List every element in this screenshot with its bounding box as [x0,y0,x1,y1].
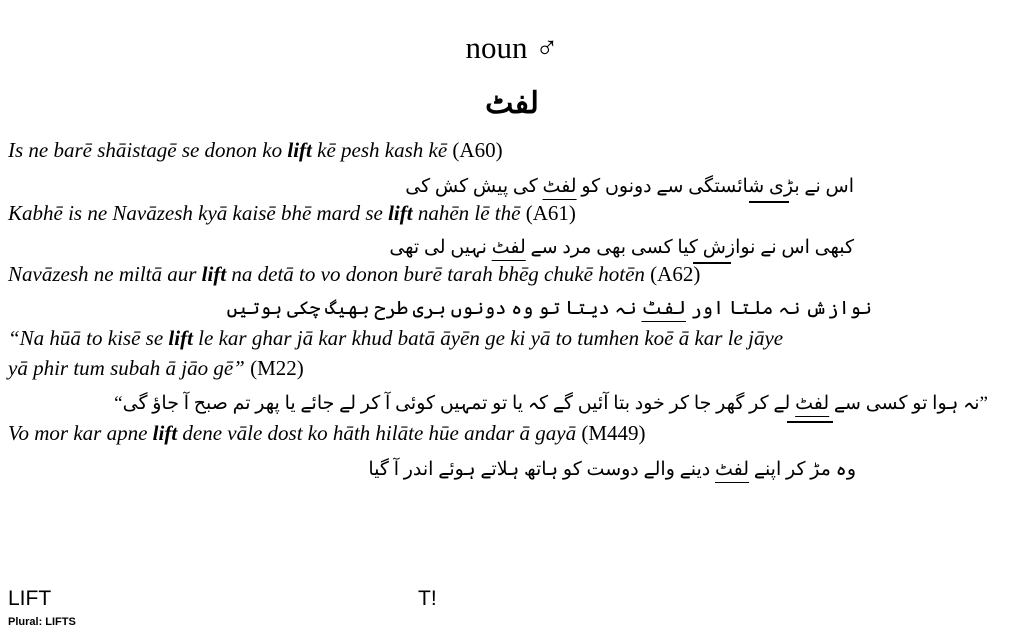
example-1-urdu: اس نے بڑی شائستگی سے دونوں کو لفٹ کی پیش کش کی [405,176,854,197]
example-2-urdu: کبھی اس نے نوازش کیا کسی بھی مرد سے لفٹ نہیں لی تھی [389,237,854,258]
urdu-headword: لفٹ [485,87,539,120]
example-5-english: Vo mor kar apne lift dene vāle dost ko hāth hilāte hūe andar ā gayā (M449) [8,421,646,445]
example-3-english: Navāzesh ne miltā aur lift na detā to vo donon burē tarah bhēg chukē hotēn (A62) [8,262,701,286]
example-4-urdu: ”نہ ہوا تو کسی سے لفٹ لے کر گھر جا کر خود بتا آئیں گے کہ یا تو تمہیں کوئی آ کر لے جائے یا پھر تم صبح آ جاؤ گی“ [114,393,988,414]
example-5-urdu: وہ مڑ کر اپنے لفٹ دینے والے دوست کو ہاتھ ہلاتے ہوئے اندر آ گیا [368,459,856,480]
example-2-english: Kabhē is ne Navāzesh kyā kaisē bhē mard se lift nahēn lē thē (A61) [8,201,576,225]
headword-mark: T! [418,587,437,610]
example-4-english-line-1: “Na hūā to kisē se lift le kar ghar jā kar khud batā āyēn ge ki yā to tumhen koē ā kar le jāye [8,326,784,350]
example-1-english: Is ne barē shāistagē se donon ko lift kē pesh kash kē (A60) [8,138,503,162]
example-1-rule [749,201,789,203]
part-of-speech-heading: noun ♂ [465,30,559,65]
example-4-english-line-2: yā phir tum subah ā jāo gē” (M22) [8,356,304,380]
headword-label: LIFT [8,587,52,610]
example-3-urdu: نوازش نہ ملتا اور لفٹ نہ دیتا تو وہ دونوں بری طرح بھیگ چکی ہوتیں [226,298,872,319]
plural-form: Plural: LIFTS [8,616,76,628]
example-4-rule [787,421,833,423]
